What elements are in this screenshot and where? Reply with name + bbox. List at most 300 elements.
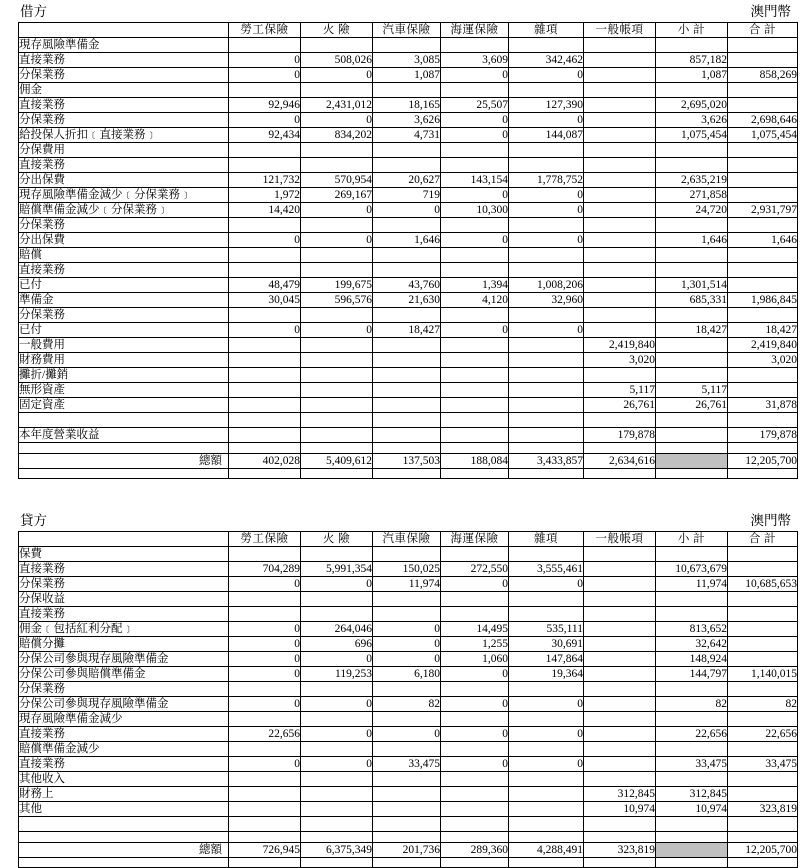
debit-cell: 0 [301,113,373,128]
debit-cell: 3,609 [441,53,509,68]
debit-cell [229,218,301,233]
debit-cell: 0 [441,68,509,83]
debit-col-5: 雜項 [509,23,584,38]
debit-total-cell: 188,084 [441,454,509,469]
debit-cell: 3,626 [656,113,728,128]
debit-cell: 0 [301,323,373,338]
debit-cell [728,263,798,278]
debit-cell: 0 [509,233,584,248]
credit-row-label [19,817,229,832]
credit-cell: 0 [509,697,584,712]
debit-cell [584,83,656,98]
table-row [19,652,798,667]
debit-cell [373,383,441,398]
debit-cell: 48,479 [229,278,301,293]
credit-cell [584,682,656,697]
credit-cell [509,802,584,817]
spacer-cell [656,832,728,843]
debit-cell [441,218,509,233]
debit-cell: 1,646 [373,233,441,248]
credit-cell [229,547,301,562]
credit-cell: 0 [441,577,509,592]
credit-cell: 696 [301,637,373,652]
debit-cell: 342,462 [509,53,584,68]
debit-cell [373,353,441,368]
credit-cell [373,592,441,607]
credit-cell [584,667,656,682]
debit-cell [509,158,584,173]
table-row [19,592,798,607]
credit-cell: 10,974 [584,802,656,817]
spacer-cell [509,832,584,843]
table-row [19,697,798,712]
debit-cell [373,368,441,383]
debit-cell: 1,646 [728,233,798,248]
debit-row-label: 分保業務 [19,68,229,83]
debit-row-label: 分保費用 [19,143,229,158]
debit-cell: 18,427 [728,323,798,338]
debit-cell: 2,931,797 [728,203,798,218]
credit-cell: 14,495 [441,622,509,637]
debit-cell [509,428,584,443]
debit-cell: 0 [509,323,584,338]
credit-cell [229,712,301,727]
debit-cell [728,413,798,428]
credit-total-cell: 289,360 [441,843,509,858]
debit-cell: 0 [229,53,301,68]
credit-cell [373,787,441,802]
credit-cell [441,772,509,787]
debit-cell [441,158,509,173]
debit-cell [373,413,441,428]
debit-cell: 0 [373,203,441,218]
debit-cell [229,383,301,398]
credit-cell: 119,253 [301,667,373,682]
credit-cell [584,727,656,742]
debit-cell: 0 [509,113,584,128]
debit-cell [301,158,373,173]
debit-cell: 0 [229,323,301,338]
debit-cell: 0 [441,113,509,128]
credit-cell: 0 [229,577,301,592]
debit-cell [584,128,656,143]
credit-cell [441,592,509,607]
debit-cell: 1,646 [656,233,728,248]
tail-cell [373,858,441,868]
table-row [19,802,798,817]
debit-cell [373,83,441,98]
credit-cell: 32,642 [656,637,728,652]
spacer-cell [373,832,441,843]
credit-row-label: 分保公司參與現存風險準備金 [19,697,229,712]
debit-cell [373,143,441,158]
section-debit-header [0,0,807,22]
credit-cell [441,817,509,832]
credit-cell [656,547,728,562]
table-row [19,38,798,53]
credit-cell: 0 [509,757,584,772]
debit-table [18,22,798,479]
credit-cell: 1,255 [441,637,509,652]
debit-cell [301,83,373,98]
table-row [19,742,798,757]
spacer-cell [229,832,301,843]
credit-cell [509,742,584,757]
section-credit-currency: 澳門幣 [750,513,791,528]
table-row [19,637,798,652]
debit-cell: 2,419,840 [584,338,656,353]
credit-row-label: 直接業務 [19,562,229,577]
debit-cell: 596,576 [301,293,373,308]
credit-cell [441,547,509,562]
debit-cell [656,263,728,278]
credit-cell: 813,652 [656,622,728,637]
table-row [19,757,798,772]
credit-cell [656,682,728,697]
credit-cell [728,562,798,577]
credit-cell [584,772,656,787]
tail-cell [301,858,373,868]
tail-cell [656,858,728,868]
debit-cell [656,338,728,353]
credit-cell: 10,673,679 [656,562,728,577]
credit-cell [728,682,798,697]
table-row [19,727,798,742]
debit-cell [584,368,656,383]
table-row [19,622,798,637]
credit-cell [728,772,798,787]
debit-cell [584,173,656,188]
debit-cell: 1,087 [656,68,728,83]
spacer-cell [19,443,229,454]
debit-cell [229,398,301,413]
credit-cell: 10,974 [656,802,728,817]
debit-cell [656,248,728,263]
credit-cell: 1,060 [441,652,509,667]
debit-cell [509,338,584,353]
debit-cell: 857,182 [656,53,728,68]
credit-col-1: 勞工保險 [229,532,301,547]
credit-cell [373,817,441,832]
debit-cell [728,53,798,68]
debit-cell [509,398,584,413]
debit-cell: 127,390 [509,98,584,113]
debit-cell [584,233,656,248]
credit-total-cell: 12,205,700 [728,843,798,858]
tail-cell [441,469,509,479]
debit-cell [728,173,798,188]
credit-cell [229,742,301,757]
credit-cell [728,817,798,832]
debit-cell [584,158,656,173]
debit-cell [728,158,798,173]
credit-cell [584,547,656,562]
credit-cell: 82 [656,697,728,712]
debit-cell: 179,878 [728,428,798,443]
credit-cell [301,817,373,832]
credit-cell [728,652,798,667]
spacer-cell [441,443,509,454]
debit-row-label: 現存風險準備金 [19,38,229,53]
credit-total-cell: 6,375,349 [301,843,373,858]
credit-cell [441,787,509,802]
debit-cell [441,83,509,98]
credit-cell: 0 [301,727,373,742]
debit-row-label: 直接業務 [19,263,229,278]
debit-cell [656,218,728,233]
debit-cell: 1,301,514 [656,278,728,293]
table-row [19,787,798,802]
table-row [19,278,798,293]
credit-cell [229,787,301,802]
credit-cell [728,787,798,802]
debit-row-label: 準備金 [19,293,229,308]
debit-cell: 3,020 [728,353,798,368]
credit-row-label: 現存風險準備金減少 [19,712,229,727]
spacer-cell [656,443,728,454]
debit-cell: 1,008,206 [509,278,584,293]
table-row [19,173,798,188]
credit-cell [301,742,373,757]
debit-cell [229,368,301,383]
credit-cell: 0 [301,697,373,712]
credit-cell: 147,864 [509,652,584,667]
credit-cell [584,607,656,622]
credit-row-label: 直接業務 [19,757,229,772]
table-row [19,263,798,278]
credit-cell: 22,656 [656,727,728,742]
table-spacer-row [19,443,798,454]
credit-cell [373,547,441,562]
credit-cell: 0 [229,622,301,637]
credit-cell: 264,046 [301,622,373,637]
debit-cell: 2,695,020 [656,98,728,113]
credit-cell [301,607,373,622]
debit-cell [373,308,441,323]
debit-cell [509,308,584,323]
debit-cell: 18,427 [656,323,728,338]
debit-cell: 26,761 [656,398,728,413]
credit-cell [656,772,728,787]
tail-cell [301,469,373,479]
debit-total-row [19,454,798,469]
debit-cell: 1,972 [229,188,301,203]
debit-cell: 1,394 [441,278,509,293]
credit-table-header-row [19,532,798,547]
debit-cell [584,263,656,278]
debit-cell: 0 [229,233,301,248]
debit-cell [584,113,656,128]
debit-cell: 1,778,752 [509,173,584,188]
debit-cell [728,308,798,323]
debit-row-label: 已付 [19,278,229,293]
table-row [19,143,798,158]
tail-cell [229,469,301,479]
table-row [19,398,798,413]
table-row [19,577,798,592]
credit-cell: 0 [229,697,301,712]
spacer-cell [229,443,301,454]
credit-cell [728,592,798,607]
debit-cell [301,383,373,398]
credit-cell [509,607,584,622]
debit-row-label: 現存風險準備金減少﹝分保業務﹞ [19,188,229,203]
debit-col-4: 海運保險 [441,23,509,38]
debit-row-label: 直接業務 [19,158,229,173]
table-row [19,667,798,682]
debit-cell: 0 [229,68,301,83]
tail-cell [656,469,728,479]
debit-row-label: 直接業務 [19,98,229,113]
table-row [19,113,798,128]
debit-cell [301,368,373,383]
credit-cell: 312,845 [656,787,728,802]
credit-cell: 33,475 [373,757,441,772]
credit-col-0 [19,532,229,547]
debit-cell: 0 [509,188,584,203]
spacer-cell [373,443,441,454]
debit-total-cell [656,454,728,469]
debit-cell: 3,626 [373,113,441,128]
debit-cell [584,68,656,83]
credit-cell [584,712,656,727]
debit-row-label: 財務費用 [19,353,229,368]
credit-cell [229,802,301,817]
tail-cell [728,858,798,868]
credit-cell [584,577,656,592]
debit-row-label: 本年度營業收益 [19,428,229,443]
credit-cell [509,712,584,727]
tail-cell [441,858,509,868]
credit-cell: 0 [229,652,301,667]
debit-col-0 [19,23,229,38]
debit-cell [584,218,656,233]
credit-cell: 0 [441,697,509,712]
debit-cell: 0 [301,68,373,83]
debit-total-cell: 3,433,857 [509,454,584,469]
debit-total-cell: 5,409,612 [301,454,373,469]
credit-cell: 22,656 [229,727,301,742]
debit-cell [584,413,656,428]
credit-cell: 0 [509,727,584,742]
debit-cell [229,158,301,173]
table-row [19,53,798,68]
debit-cell [373,158,441,173]
debit-col-1: 勞工保險 [229,23,301,38]
tail-cell [19,858,229,868]
credit-cell: 0 [441,757,509,772]
debit-cell [728,218,798,233]
debit-cell [441,263,509,278]
credit-cell [728,637,798,652]
debit-cell: 834,202 [301,128,373,143]
spacer-cell [301,832,373,843]
credit-cell [229,682,301,697]
credit-cell: 0 [301,652,373,667]
section-debit-title: 借方 [20,4,47,19]
credit-cell: 0 [509,577,584,592]
tail-cell [728,469,798,479]
section-credit-header [0,509,807,531]
debit-col-2: 火 險 [301,23,373,38]
credit-cell: 0 [441,667,509,682]
debit-cell: 3,085 [373,53,441,68]
debit-cell [373,398,441,413]
debit-row-label: 攤折/攤銷 [19,368,229,383]
credit-cell: 5,991,354 [301,562,373,577]
credit-cell [584,817,656,832]
table-row [19,428,798,443]
debit-cell [509,383,584,398]
credit-cell: 0 [301,757,373,772]
credit-cell [509,772,584,787]
table-row [19,218,798,233]
debit-cell [229,83,301,98]
debit-col-8: 合 計 [728,23,798,38]
table-spacer-row [19,832,798,843]
debit-row-label: 直接業務 [19,53,229,68]
debit-cell [373,218,441,233]
section-credit-title: 貸方 [20,513,47,528]
table-row [19,323,798,338]
debit-cell: 1,087 [373,68,441,83]
table-row [19,338,798,353]
debit-cell: 31,878 [728,398,798,413]
credit-cell: 148,924 [656,652,728,667]
debit-cell [728,98,798,113]
table-row [19,772,798,787]
credit-col-6: 一般帳項 [584,532,656,547]
debit-cell [229,428,301,443]
credit-cell: 312,845 [584,787,656,802]
debit-cell [584,143,656,158]
credit-row-label: 保費 [19,547,229,562]
debit-col-6: 一般帳項 [584,23,656,38]
debit-cell [728,83,798,98]
debit-cell [301,428,373,443]
debit-cell [441,143,509,158]
debit-cell: 1,986,845 [728,293,798,308]
tail-cell [509,469,584,479]
credit-table [18,531,798,868]
tail-cell [584,469,656,479]
debit-cell [656,368,728,383]
debit-cell [301,398,373,413]
credit-cell [441,712,509,727]
credit-cell [584,757,656,772]
credit-cell [229,607,301,622]
debit-cell [301,218,373,233]
debit-cell [373,38,441,53]
debit-row-label: 賠償準備金減少﹝分保業務﹞ [19,203,229,218]
debit-col-3: 汽車保險 [373,23,441,38]
tail-cell [509,858,584,868]
section-divider-space [0,479,807,509]
debit-row-label: 分出保費 [19,173,229,188]
table-row [19,712,798,727]
table-row [19,413,798,428]
debit-cell: 10,300 [441,203,509,218]
table-row [19,368,798,383]
spacer-cell [584,832,656,843]
credit-cell: 0 [441,727,509,742]
debit-cell: 3,020 [584,353,656,368]
credit-cell: 0 [373,652,441,667]
credit-row-label: 分保收益 [19,592,229,607]
credit-cell [509,592,584,607]
debit-cell: 5,117 [584,383,656,398]
debit-cell [441,353,509,368]
